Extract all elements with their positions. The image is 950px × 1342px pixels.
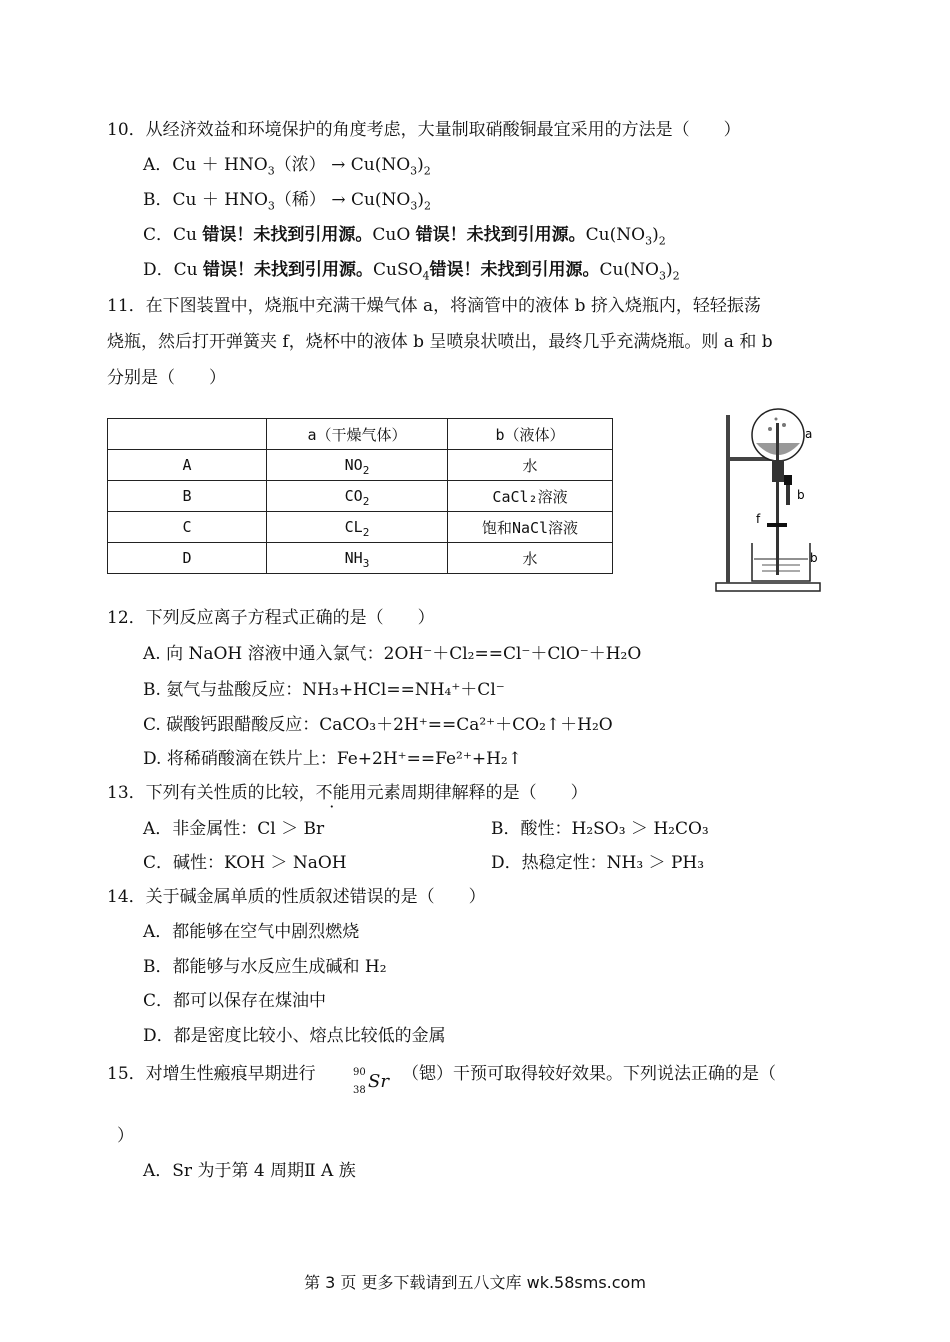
gas-cell: $CL_2$ xyxy=(267,512,448,543)
table-row xyxy=(108,543,613,574)
row-label: C xyxy=(108,512,267,543)
q12-option-d: D. 将稀硝酸滴在铁片上：Fe+2H⁺==Fe²⁺+H₂↑ xyxy=(143,749,522,769)
label-b-beaker: b xyxy=(810,551,818,565)
table-row xyxy=(108,450,613,481)
q12-option-b: B. 氨气与盐酸反应：NH₃+HCl==NH₄⁺＋Cl⁻ xyxy=(143,680,505,700)
q15-stem-start: 15．对增生性瘢痕早期进行 xyxy=(107,1064,316,1084)
q15-option-a: A．Sr 为于第 4 周期Ⅱ A 族 xyxy=(143,1161,356,1181)
q10-option-b: B．$Cu + HNO_3$（稀） → $Cu(NO_3)_2$ xyxy=(143,190,432,213)
q10-stem: 10．从经济效益和环境保护的角度考虑，大量制取硝酸铜最宜采用的方法是（ ） xyxy=(107,120,741,140)
table-header-cell xyxy=(108,419,267,450)
table-header-cell: b（液体） xyxy=(448,419,613,450)
emphasis-not: 不能 xyxy=(315,783,350,803)
q10-option-c: C．Cu 错误！未找到引用源。CuO 错误！未找到引用源。$Cu(NO_3)_2$ xyxy=(143,225,666,248)
page-footer: 第 3 页 更多下载请到五八文库 wk.58sms.com xyxy=(304,1273,646,1292)
q11-answer-table xyxy=(107,418,613,574)
q14-option-d: D．都是密度比较小、熔点比较低的金属 xyxy=(143,1026,446,1046)
q11-stem-line1: 11．在下图装置中，烧瓶中充满干燥气体 a，将滴管中的液体 b 挤入烧瓶内，轻轻振荡 xyxy=(107,296,761,316)
table-header-row xyxy=(108,419,613,450)
q13-option-b: B．酸性：H₂SO₃ ＞ H₂CO₃ xyxy=(491,819,709,839)
table-row xyxy=(108,481,613,512)
q10-option-a: A．$Cu + HNO_3$（浓） → $Cu(NO_3)_2$ xyxy=(143,155,431,178)
label-f: f xyxy=(756,512,761,526)
gas-cell: $CO_2$ xyxy=(267,481,448,512)
q15-close-paren: ） xyxy=(117,1126,134,1146)
flask-stopper xyxy=(772,460,784,482)
spring-clamp-f xyxy=(767,523,787,527)
glass-tube xyxy=(776,482,779,537)
table-header-cell: a（干燥气体） xyxy=(267,419,448,450)
q12-stem: 12．下列反应离子方程式正确的是（ ） xyxy=(107,608,435,628)
liquid-cell: 水 xyxy=(448,543,613,574)
q12-option-a: A. 向 NaOH 溶液中通入氯气：2OH⁻＋Cl₂==Cl⁻＋ClO⁻＋H₂O xyxy=(143,644,642,664)
q14-stem: 14．关于碱金属单质的性质叙述错误的是（ ） xyxy=(107,887,486,907)
q10-option-d: D．Cu 错误！未找到引用源。CuSO$_4$错误！未找到引用源。$Cu(NO_3)_2$ xyxy=(143,260,680,283)
label-a: a xyxy=(805,427,813,441)
liquid-cell: 水 xyxy=(448,450,613,481)
fountain-apparatus-figure xyxy=(712,405,832,600)
q11-stem-line3: 分别是（ ） xyxy=(107,368,226,388)
q11-stem-line2: 烧瓶，然后打开弹簧夹 f，烧杯中的液体 b 呈喷泉状喷出，最终几乎充满烧瓶。则 a 和 b xyxy=(107,332,773,352)
stand-rod xyxy=(726,415,730,583)
liquid-cell: CaCl₂溶液 xyxy=(448,481,613,512)
q12-option-c: C. 碳酸钙跟醋酸反应：CaCO₃＋2H⁺==Ca²⁺＋CO₂↑＋H₂O xyxy=(143,715,613,735)
q13-option-c: C．碱性：KOH ＞ NaOH xyxy=(143,853,347,873)
q13-option-d: D．热稳定性：NH₃ ＞ PH₃ xyxy=(491,853,705,873)
table-row xyxy=(108,512,613,543)
q15-stem-end: （锶）干预可取得较好效果。下列说法正确的是（ xyxy=(402,1064,776,1084)
strontium-isotope-symbol: 90 38 Sr xyxy=(353,1067,389,1096)
gas-cell: $NO_2$ xyxy=(267,450,448,481)
q14-option-c: C．都可以保存在煤油中 xyxy=(143,991,327,1011)
stand-base xyxy=(716,583,820,591)
q13-option-a: A．非金属性：Cl ＞ Br xyxy=(143,819,325,839)
row-label: D xyxy=(108,543,267,574)
q13-stem: 13．下列有关性质的比较，不能用元素周期律解释的是（ ） xyxy=(107,783,588,803)
beaker xyxy=(752,543,810,581)
label-b-dropper: b xyxy=(797,488,805,502)
q14-option-a: A．都能够在空气中剧烈燃烧 xyxy=(143,922,360,942)
liquid-cell: 饱和NaCl溶液 xyxy=(448,512,613,543)
q14-option-b: B．都能够与水反应生成碱和 H₂ xyxy=(143,957,387,977)
row-label: A xyxy=(108,450,267,481)
gas-cell: $NH_3$ xyxy=(267,543,448,574)
row-label: B xyxy=(108,481,267,512)
